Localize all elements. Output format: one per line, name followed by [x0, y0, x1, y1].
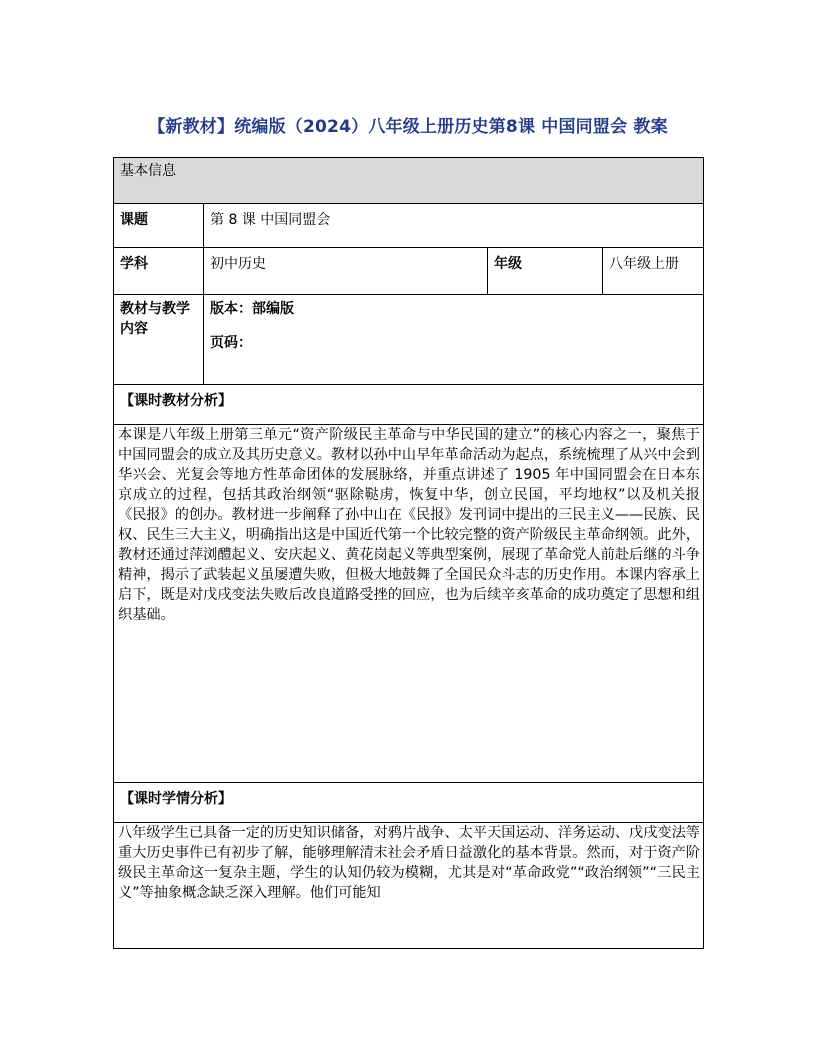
edition-text: 版本：部编版 [210, 301, 294, 317]
lesson-plan-table [113, 157, 704, 949]
grade-label: 年级 [488, 248, 603, 295]
analysis-paragraph: 本课是八年级上册第三单元“资产阶级民主革命与中华民国的建立”的核心内容之一，聚焦于中国同盟会的成立及其历史意义。教材以孙中山早年革命活动为起点，系统梳理了从兴中会到华兴会、光复会等地方性革命团体的发展脉络，并重点讲述了 1905 年中国同盟会在日本东京成立的过程，包括其政治纲领“驱除鞑虏，恢复中华，创立民国，平均地权”以及机关报《民报》的创办。教材进一步阐释了孙中山在《民报》发刊词中提出的三民主义——民族、民权、民生三大主义，明确指出这是中国近代第一个比较完整的资产阶级民主革命纲领。此外，教材还通过萍浏醴起义、安庆起义、黄花岗起义等典型案例，展现了革命党人前赴后继的斗争精神，揭示了武装起义虽屡遭失败，但极大地鼓舞了全国民众斗志的历史作用。本课内容承上启下，既是对戊戌变法失败后改良道路受挫的回应，也为后续辛亥革命的成功奠定了思想和组织基础。 [114, 425, 704, 783]
lesson-value: 第 8 课 中国同盟会 [204, 204, 704, 248]
subject-label: 学科 [114, 248, 204, 295]
basic-info-header: 基本信息 [114, 158, 704, 204]
lesson-label: 课题 [114, 204, 204, 248]
document-title: 【新教材】统编版（2024）八年级上册历史第8课 中国同盟会 教案 [148, 117, 668, 137]
student-heading: 【课时学情分析】 [114, 783, 704, 823]
analysis-heading: 【课时教材分析】 [114, 385, 704, 425]
material-content [204, 295, 704, 385]
material-label: 教材与教学内容 [114, 295, 204, 385]
subject-value: 初中历史 [204, 248, 488, 295]
grade-value: 八年级上册 [603, 248, 704, 295]
student-paragraph: 八年级学生已具备一定的历史知识储备，对鸦片战争、太平天国运动、洋务运动、戊戌变法等重大历史事件已有初步了解，能够理解清末社会矛盾日益激化的基本背景。然而，对于资产阶级民主革命这一复杂主题，学生的认知仍较为模糊，尤其是对“革命政党”“政治纲领”“三民主义”等抽象概念缺乏深入理解。他们可能知 [114, 823, 704, 949]
pages-text: 页码： [210, 335, 252, 351]
